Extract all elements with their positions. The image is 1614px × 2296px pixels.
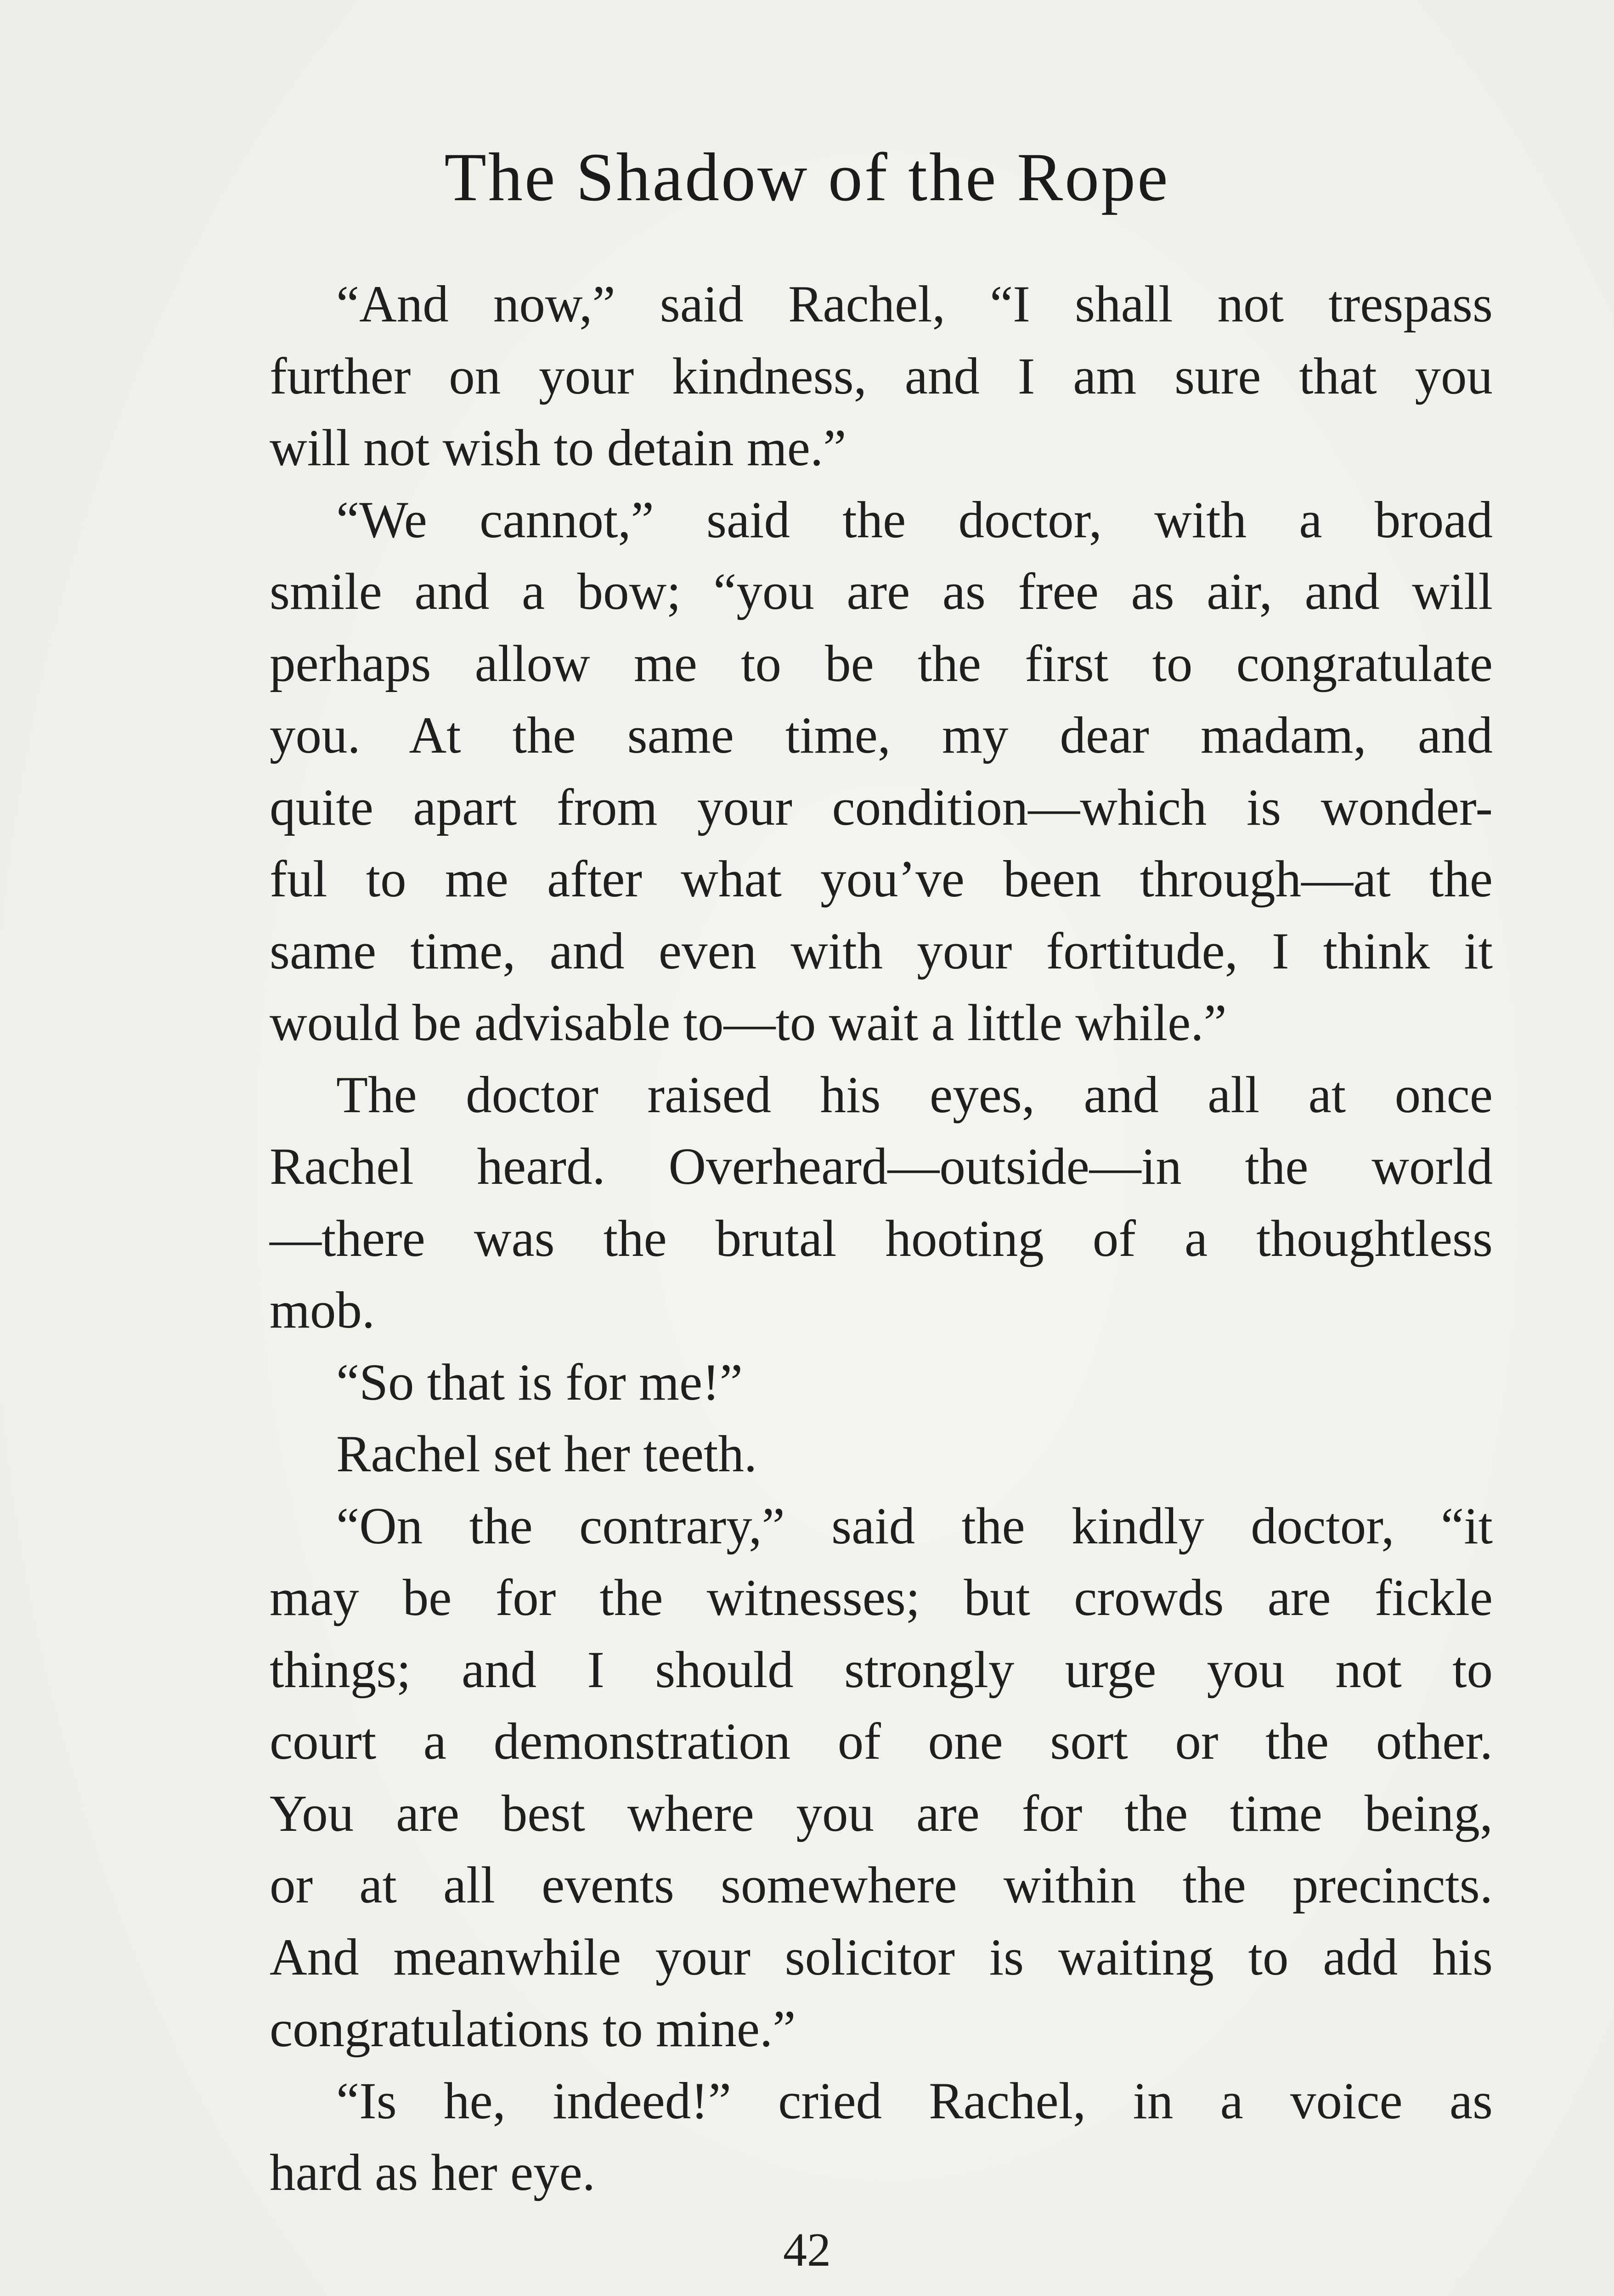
text-line: further on your kindness, and I am sure that you bbox=[270, 347, 1493, 405]
text-line: quite apart from your condition—which is wonder- bbox=[270, 778, 1493, 836]
text-line: will not wish to detain me.” bbox=[270, 419, 847, 477]
text-line: “So that is for me!” bbox=[336, 1353, 743, 1411]
text-line: perhaps allow me to be the first to congratulate bbox=[270, 635, 1493, 692]
text-line: “We cannot,” said the doctor, with a broad bbox=[336, 491, 1493, 549]
body-text bbox=[270, 269, 1493, 2209]
text-line: congratulations to mine.” bbox=[270, 2000, 796, 2058]
text-line: And meanwhile your solicitor is waiting to add his bbox=[270, 1928, 1493, 1986]
text-line: or at all events somewhere within the precincts. bbox=[270, 1857, 1493, 1914]
text-line: may be for the witnesses; but crowds are fickle bbox=[270, 1569, 1493, 1626]
text-line: hard as her eye. bbox=[270, 2144, 596, 2201]
text-line: things; and I should strongly urge you not to bbox=[270, 1641, 1493, 1699]
text-line: you. At the same time, my dear madam, and bbox=[270, 707, 1493, 764]
text-line: You are best where you are for the time being, bbox=[270, 1784, 1493, 1842]
text-line: Rachel set her teeth. bbox=[336, 1425, 757, 1483]
text-line: —there was the brutal hooting of a thoughtless bbox=[270, 1210, 1493, 1267]
text-line: The doctor raised his eyes, and all at once bbox=[336, 1066, 1493, 1124]
text-line: “On the contrary,” said the kindly doctor, “it bbox=[336, 1497, 1493, 1555]
text-line: “Is he, indeed!” cried Rachel, in a voice as bbox=[336, 2072, 1493, 2130]
text-line: mob. bbox=[270, 1282, 375, 1339]
text-line: would be advisable to—to wait a little while.” bbox=[270, 994, 1227, 1052]
text-line: Rachel heard. Overheard—outside—in the world bbox=[270, 1138, 1493, 1195]
text-line: smile and a bow; “you are as free as air, and will bbox=[270, 563, 1493, 620]
text-line: “And now,” said Rachel, “I shall not trespass bbox=[336, 276, 1493, 333]
text-line: same time, and even with your fortitude, I think it bbox=[270, 922, 1493, 980]
text-line: court a demonstration of one sort or the other. bbox=[270, 1713, 1493, 1770]
text-line: ful to me after what you’ve been through—at the bbox=[270, 850, 1493, 908]
page-number: 42 bbox=[783, 2223, 831, 2276]
running-head: The Shadow of the Rope bbox=[444, 139, 1170, 215]
